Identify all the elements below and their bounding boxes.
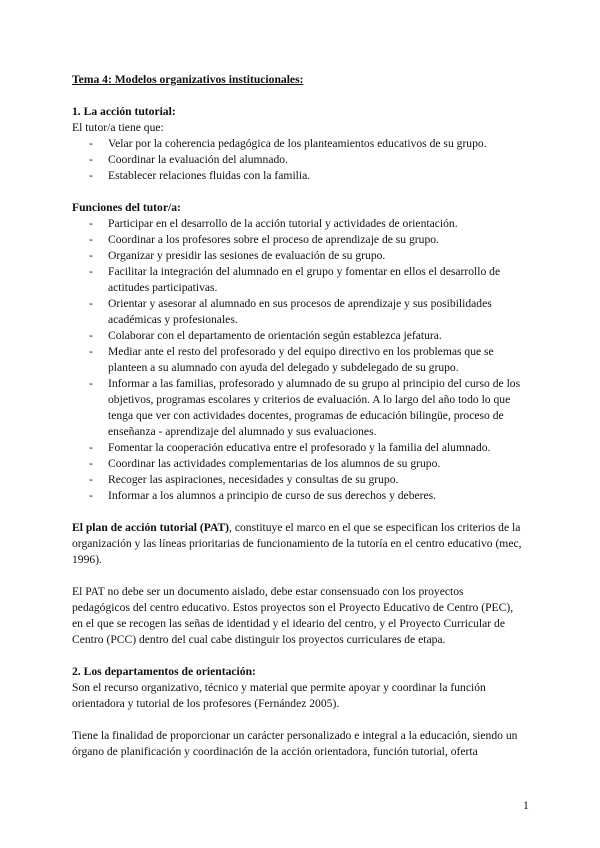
list-item: - Informar a los alumnos a principio de curso de sus derechos y deberes. [89, 489, 437, 502]
list-item: - Establecer relaciones fluidas con la familia. [89, 169, 311, 182]
list-item: - Coordinar la evaluación del alumnado. [89, 153, 288, 166]
list-item: - Informar a las familias, profesorado y alumnado de su grupo al principio del curso de los objetivos, programas escolares y criterios de evaluación. A lo largo del año todo lo que tenga que ver con actividades docentes, programas de educación bilingüe, proceso de enseñanza - aprendizaje del alumnado y sus evaluaciones. [89, 377, 521, 438]
list-item: - Coordinar a los profesores sobre el proceso de aprendizaje de su grupo. [89, 233, 439, 246]
blank-line [72, 184, 522, 200]
functions-heading: Funciones del tutor/a: [72, 201, 181, 214]
pat-paragraph-2: El PAT no debe ser un documento aislado, debe estar consensuado con los proyectos pedagógicos del centro educativo. Estos proyectos son el Proyecto Educativo de Centro (PEC), en el que se recogen las señas de identidad y el ideario del centro, y el Proyecto Curricular de Centro (PCC) dentro del cual cabe distinguir los proyectos curriculares de etapa. [72, 585, 514, 646]
section-1-intro: El tutor/a tiene que: [72, 121, 164, 134]
pat-paragraph [72, 520, 522, 568]
section-2-paragraph-1: Son el recurso organizativo, técnico y material que permite apoyar y coordinar la función orientadora y tutorial de los profesores (Fernández 2005). [72, 681, 486, 710]
document-page [72, 72, 522, 760]
tutor-functions-list [72, 216, 522, 504]
pat-bold-lead: El plan de acción tutorial (PAT) [72, 521, 230, 534]
tutor-duties-list [72, 136, 522, 184]
blank-line [72, 712, 522, 728]
page-number: 1 [523, 799, 529, 812]
list-item: - Fomentar la cooperación educativa entre el profesorado y la familia del alumnado. [89, 441, 491, 454]
blank-line [72, 568, 522, 584]
section-2-heading: 2. Los departamentos de orientación: [72, 665, 256, 678]
list-item: - Facilitar la integración del alumnado en el grupo y fomentar en ellos el desarrollo de actitudes participativas. [89, 265, 501, 294]
list-item: - Colaborar con el departamento de orientación según establezca jefatura. [89, 329, 442, 342]
list-item: - Organizar y presidir las sesiones de evaluación de su grupo. [89, 249, 386, 262]
list-item: - Coordinar las actividades complementarias de los alumnos de su grupo. [89, 457, 441, 470]
list-item: - Recoger las aspiraciones, necesidades y consultas de su grupo. [89, 473, 399, 486]
list-item: - Orientar y asesorar al alumnado en sus procesos de aprendizaje y sus posibilidades académicas y profesionales. [89, 297, 492, 326]
blank-line [72, 88, 522, 104]
pat-paragraph-rest: , constituye el marco en el que se especifican los criterios de la organización y las líneas prioritarias de funcionamiento de la tutoría en el centro educativo (mec, 1996). [72, 521, 522, 566]
list-item: - Mediar ante el resto del profesorado y del equipo directivo en los problemas que se planteen a su alumnado con ayuda del delegado y subdelegado de su grupo. [89, 345, 494, 374]
section-2-paragraph-2: Tiene la finalidad de proporcionar un carácter personalizado e integral a la educación, siendo un órgano de planificación y coordinación de la acción orientadora, función tutorial, oferta [72, 729, 518, 758]
list-item: - Participar en el desarrollo de la acción tutorial y actividades de orientación. [89, 217, 458, 230]
document-title: Tema 4: Modelos organizativos institucionales: [72, 73, 304, 86]
section-1-heading: 1. La acción tutorial: [72, 105, 176, 118]
blank-line [72, 504, 522, 520]
list-item: - Velar por la coherencia pedagógica de los planteamientos educativos de su grupo. [89, 137, 487, 150]
blank-line [72, 648, 522, 664]
